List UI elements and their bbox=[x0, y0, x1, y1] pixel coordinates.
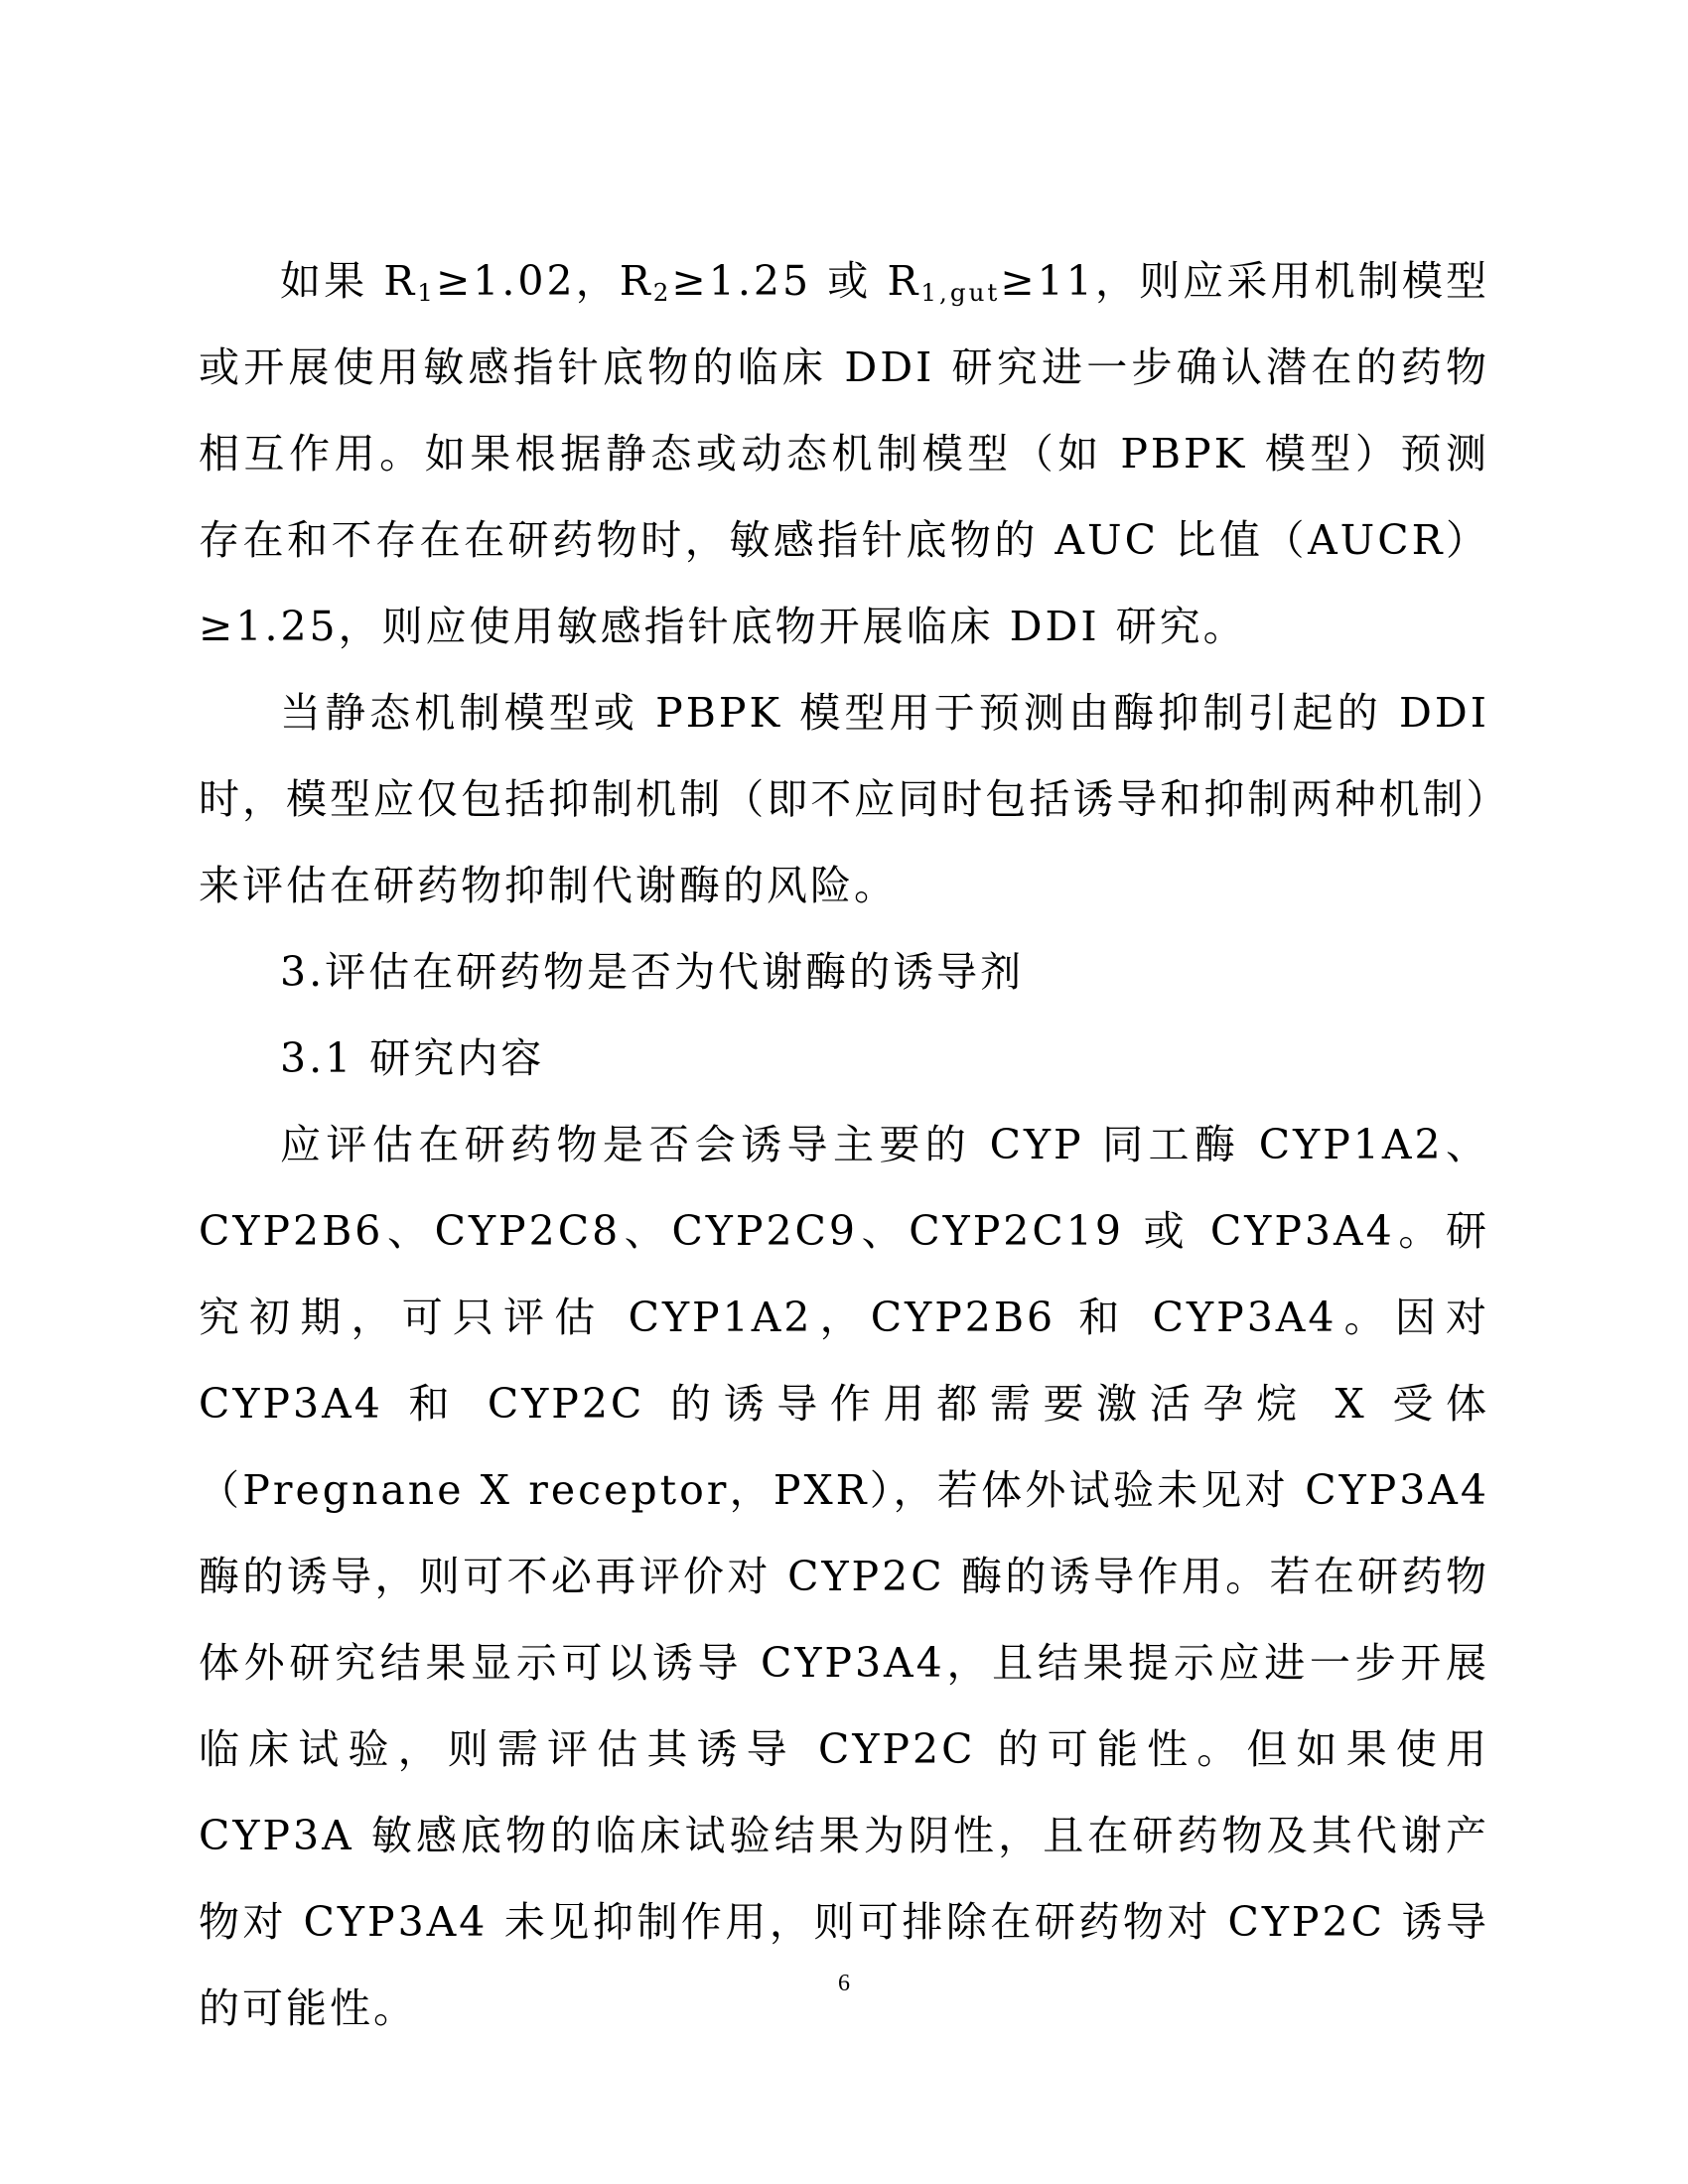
paragraph-static-model: 当静态机制模型或 PBPK 模型用于预测由酶抑制引起的 DDI 时，模型应仅包括抑制机制（即不应同时包括诱导和抑制两种机制）来评估在研药物抑制代谢酶的风险。 bbox=[199, 689, 1489, 909]
document-body bbox=[199, 238, 1489, 2052]
section-heading-3-1: 3.1 研究内容 bbox=[280, 1034, 545, 1082]
paragraph-text: 如果 R bbox=[280, 257, 418, 305]
subscript-1-gut: 1,gut bbox=[920, 278, 1001, 308]
paragraph-cyp-induction: 应评估在研药物是否会诱导主要的 CYP 同工酶 CYP1A2、CYP2B6、CYP2C8、CYP2C9、CYP2C19 或 CYP3A4。研究初期，可只评估 CYP1A2，CYP2B6 和 CYP3A4。因对 CYP3A4 和 CYP2C 的诱导作用都需要激活孕烷 X 受体（Pregnane X receptor，PXR），若体外试验未见对 CYP3A4 酶的诱导，则可不必再评价对 CYP2C 酶的诱导作用。若在研药物体外研究结果显示可以诱导 CYP3A4，且结果提示应进一步开展临床试验，则需评估其诱导 CYP2C 的可能性。但如果使用 CYP3A 敏感底物的临床试验结果为阴性，且在研药物及其代谢产物对 CYP3A4 未见抑制作用，则可排除在研药物对 CYP2C 诱导的可能性。 bbox=[199, 1121, 1489, 2032]
page-number: 6 bbox=[838, 1971, 850, 1996]
subscript-2: 2 bbox=[652, 278, 672, 308]
section-heading-3: 3.评估在研药物是否为代谢酶的诱导剂 bbox=[280, 948, 1025, 996]
subscript-1: 1 bbox=[417, 278, 436, 308]
paragraph-r-thresholds bbox=[199, 238, 1489, 670]
paragraph-text: ≥1.02，R bbox=[435, 257, 653, 305]
paragraph-text: ≥11，则应采用机制模型或开展使用敏感指针底物的临床 DDI 研究进一步确认潜在的药物相互作用。如果根据静态或动态机制模型（如 PBPK 模型）预测存在和不存在在研药物时，敏感指针底物的 AUC 比值（AUCR）≥1.25，则应使用敏感指针底物开展临床 DDI 研究。 bbox=[199, 257, 1490, 650]
paragraph-text: ≥1.25 或 R bbox=[671, 257, 921, 305]
